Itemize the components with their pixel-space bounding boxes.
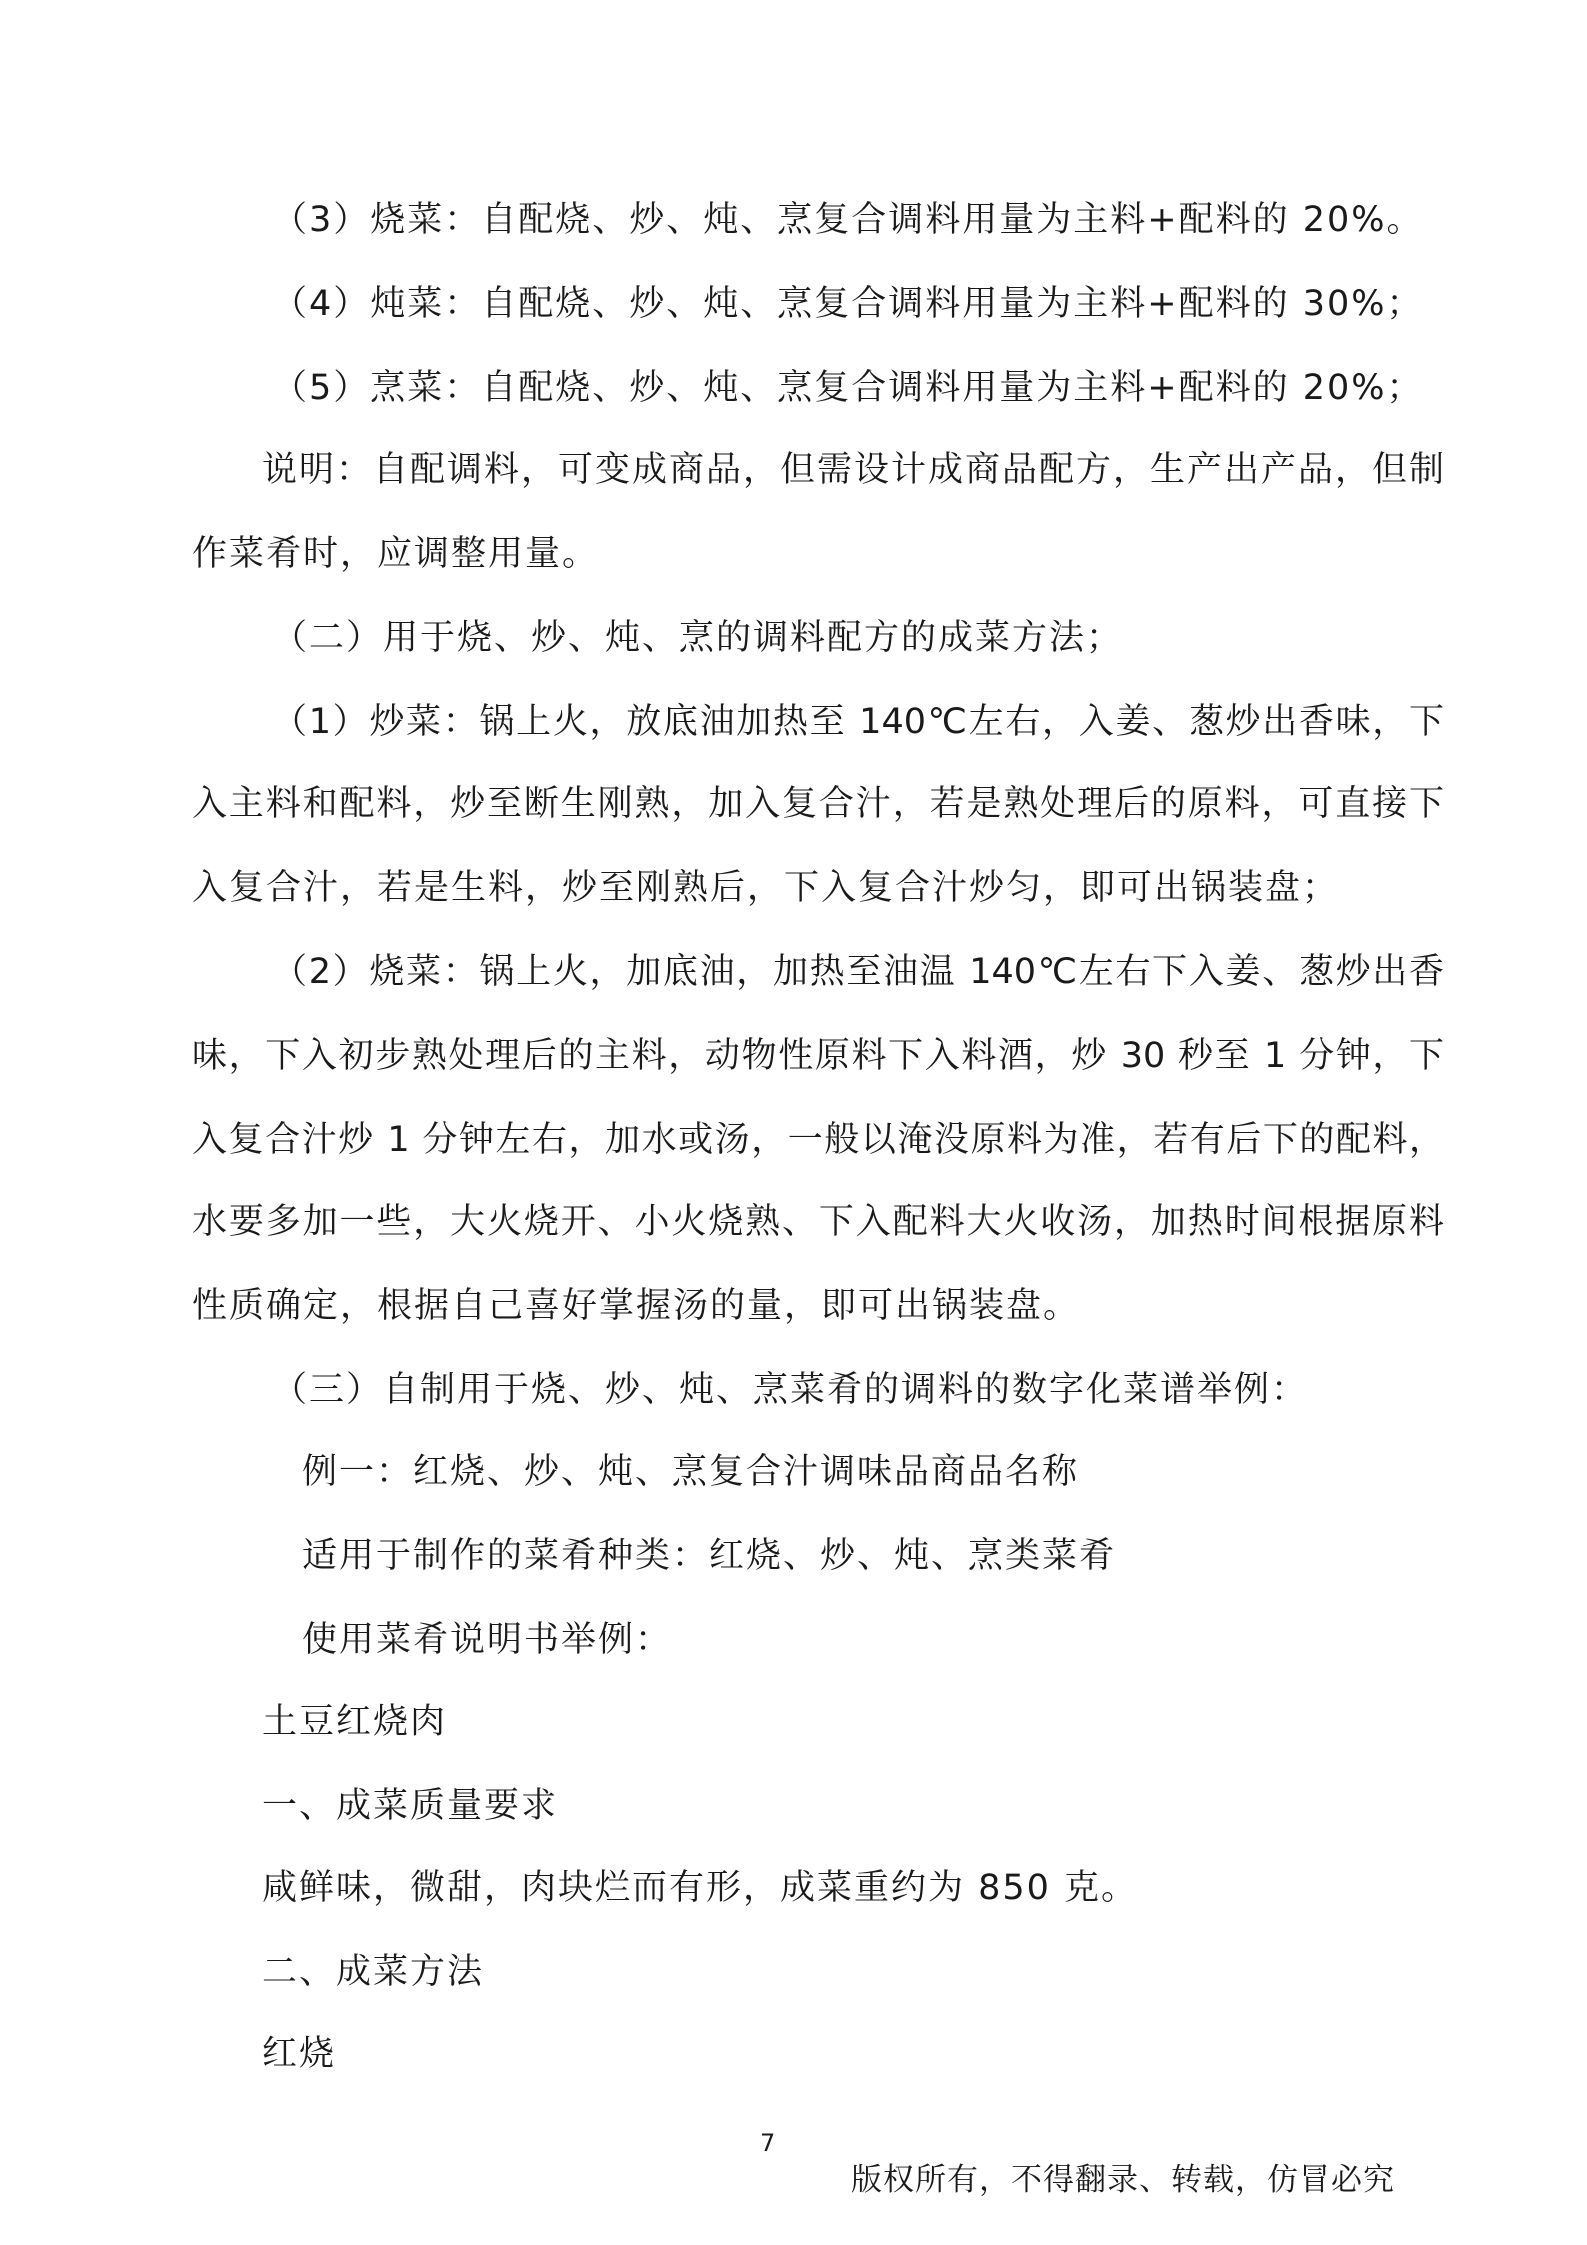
paragraph-line-10: （2）烧菜：锅上火，加底油，加热至油温 140℃左右下入姜、葱炒出香: [272, 952, 1444, 992]
paragraph-line-14: 性质确定，根据自己喜好掌握汤的量，即可出锅装盘。: [192, 1286, 1081, 1326]
paragraph-line-19: 土豆红烧肉: [262, 1702, 448, 1742]
paragraph-line-4: 说明：自配调料，可变成商品，但需设计成商品配方，生产出产品，但制: [262, 450, 1444, 490]
paragraph-line-1: （3）烧菜：自配烧、炒、炖、烹复合调料用量为主料+配料的 20%。: [272, 200, 1424, 240]
paragraph-line-2: （4）炖菜：自配烧、炒、炖、烹复合调料用量为主料+配料的 30%；: [272, 284, 1424, 324]
copyright-footer: 版权所有，不得翻录、转载，仿冒必究: [851, 2162, 1395, 2198]
paragraph-line-7: （1）炒菜：锅上火，放底油加热至 140℃左右，入姜、葱炒出香味，下: [272, 702, 1444, 742]
paragraph-line-5: 作菜肴时，应调整用量。: [192, 534, 600, 574]
paragraph-line-11: 味，下入初步熟处理后的主料，动物性原料下入料酒，炒 30 秒至 1 分钟，下: [192, 1036, 1444, 1076]
page-number: 7: [760, 2129, 776, 2157]
paragraph-line-3: （5）烹菜：自配烧、炒、炖、烹复合调料用量为主料+配料的 20%；: [272, 368, 1424, 408]
paragraph-line-12: 入复合汁炒 1 分钟左右，加水或汤，一般以淹没原料为准，若有后下的配料，: [192, 1120, 1444, 1160]
paragraph-line-8: 入主料和配料，炒至断生刚熟，加入复合汁，若是熟处理后的原料，可直接下: [192, 784, 1444, 824]
paragraph-line-20: 一、成菜质量要求: [262, 1786, 559, 1826]
paragraph-line-15: （三）自制用于烧、炒、炖、烹菜肴的调料的数字化菜谱举例：: [272, 1370, 1309, 1410]
paragraph-line-13: 水要多加一些，大火烧开、小火烧熟、下入配料大火收汤，加热时间根据原料: [192, 1202, 1444, 1242]
paragraph-line-23: 红烧: [262, 2034, 337, 2074]
paragraph-line-18: 使用菜肴说明书举例：: [302, 1620, 673, 1660]
paragraph-line-17: 适用于制作的菜肴种类：红烧、炒、炖、烹类菜肴: [302, 1536, 1117, 1576]
paragraph-line-22: 二、成菜方法: [262, 1952, 485, 1992]
paragraph-line-16: 例一：红烧、炒、炖、烹复合汁调味品商品名称: [302, 1452, 1080, 1492]
paragraph-line-6: （二）用于烧、炒、炖、烹的调料配方的成菜方法；: [272, 618, 1124, 658]
paragraph-line-9: 入复合汁，若是生料，炒至刚熟后，下入复合汁炒匀，即可出锅装盘；: [192, 868, 1340, 908]
paragraph-line-21: 咸鲜味，微甜，肉块烂而有形，成菜重约为 850 克。: [262, 1868, 1139, 1908]
